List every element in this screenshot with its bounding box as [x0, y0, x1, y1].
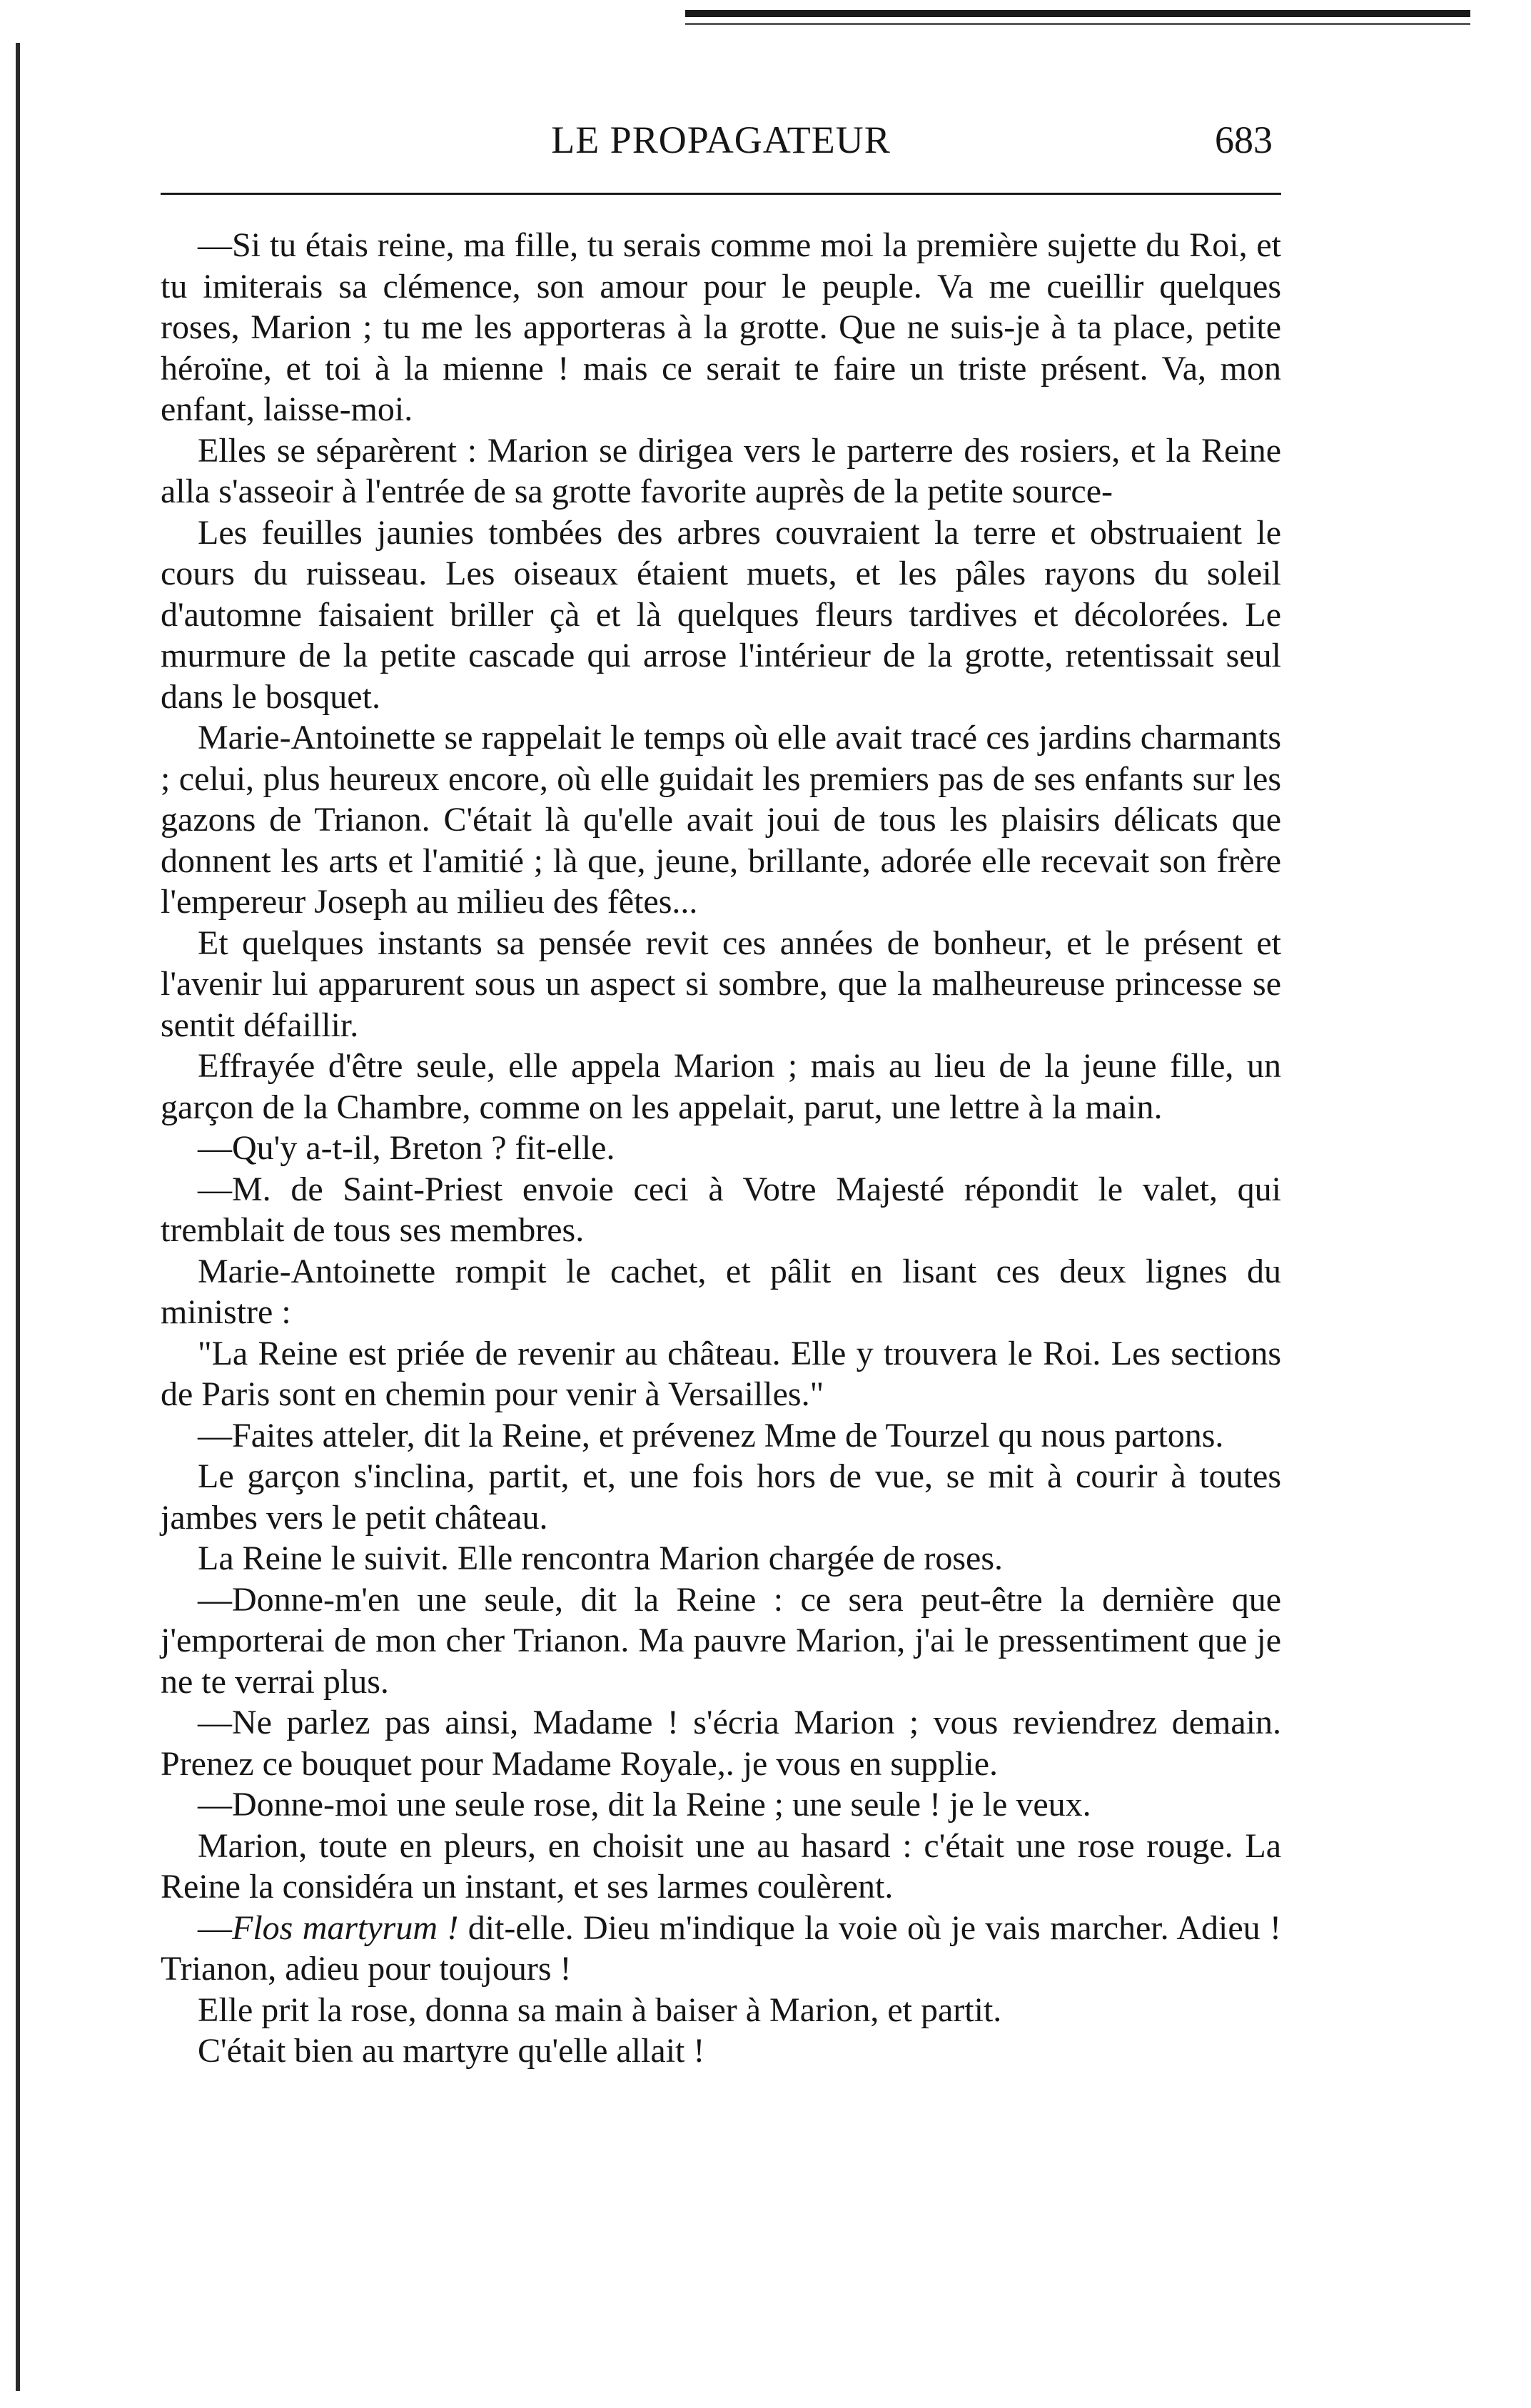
paragraph: Marie-Antoinette rompit le cachet, et pâlit en lisant ces deux lignes du ministre : — [161, 1252, 1281, 1331]
article-body — [161, 225, 1281, 2072]
paragraph: —Si tu étais reine, ma fille, tu serais comme moi la première sujette du Roi, et tu imiterais sa clémence, son amour pour le peuple. Va me cueillir quelques roses, Marion ; tu me les apporteras à la grotte. Que ne suis-je à ta place, petite héroïne, et toi à la mienne ! mais ce serait te faire un triste présent. Va, mon enfant, laisse-moi. — [161, 226, 1281, 428]
latin-phrase: Flos martyrum ! — [232, 1908, 459, 1947]
dash: — — [198, 1908, 232, 1947]
paragraph: —Qu'y a-t-il, Breton ? fit-elle. — [198, 1129, 615, 1167]
paragraph-flos-martyrum — [161, 1908, 1281, 1990]
paragraph: Effrayée d'être seule, elle appela Marion ; mais au lieu de la jeune fille, un garçon de la Chambre, comme on les appelait, parut, une lettre à la main. — [161, 1047, 1281, 1126]
page-number: 683 — [1215, 118, 1273, 161]
paragraph: —M. de Saint-Priest envoie ceci à Votre Majesté répondit le valet, qui tremblait de tous ses membres. — [161, 1170, 1281, 1249]
header-rule — [161, 193, 1281, 195]
paragraph: —Ne parlez pas ainsi, Madame ! s'écria Marion ; vous reviendrez demain. Prenez ce bouquet pour Madame Royale,. je vous en supplie. — [161, 1704, 1281, 1783]
closing-line: C'était bien au martyre qu'elle allait ! — [198, 2032, 705, 2070]
paragraph: Elle prit la rose, donna sa main à baiser à Marion, et partit. — [198, 1990, 1002, 2029]
paragraph: "La Reine est priée de revenir au château. Elle y trouvera le Roi. Les sections de Paris sont en chemin pour venir à Versailles." — [161, 1334, 1281, 1413]
top-edge-rule — [685, 10, 1470, 17]
paragraph: Le garçon s'inclina, partit, et, une fois hors de vue, se mit à courir à toutes jambes vers le petit château. — [161, 1457, 1281, 1537]
page-binding-edge — [16, 43, 20, 2391]
paragraph: Marion, toute en pleurs, en choisit une au hasard : c'était une rose rouge. La Reine la considéra un instant, et ses larmes coulèrent. — [161, 1826, 1281, 1906]
page-header — [161, 118, 1281, 175]
paragraph: —Faites atteler, dit la Reine, et prévenez Mme de Tourzel qu nous partons. — [198, 1416, 1224, 1455]
paragraph: Elles se séparèrent : Marion se dirigea vers le parterre des rosiers, et la Reine alla s'asseoir à l'entrée de sa grotte favorite auprès de la petite source- — [161, 431, 1281, 510]
paragraph-rest: dit-elle. Dieu m'indique la voie où je vais marcher. Adieu ! Trianon, adieu pour toujours ! — [161, 1908, 1281, 1988]
paragraph: —Donne-m'en une seule, dit la Reine : ce sera peut-être la dernière que j'emporterai de mon cher Trianon. Ma pauvre Marion, j'ai le pressentiment que je ne te verrai plus. — [161, 1580, 1281, 1701]
top-edge-thin-rule — [685, 23, 1470, 25]
paragraph: —Donne-moi une seule rose, dit la Reine ; une seule ! je le veux. — [198, 1786, 1091, 1823]
paragraph: Et quelques instants sa pensée revit ces années de bonheur, et le présent et l'avenir lui apparurent sous un aspect si sombre, que la malheureuse princesse se sentit défaillir. — [161, 924, 1281, 1044]
paragraph: Les feuilles jaunies tombées des arbres couvraient la terre et obstruaient le cours du ruisseau. Les oiseaux étaient muets, et les pâles rayons du soleil d'automne faisaient briller çà et là quelques fleurs tardives et décolorées. Le murmure de la petite cascade qui arrose l'intérieur de la grotte, retentissait seul dans le bosquet. — [161, 513, 1281, 716]
running-title: LE PROPAGATEUR — [551, 118, 891, 161]
paragraph: La Reine le suivit. Elle rencontra Marion chargée de roses. — [198, 1539, 1004, 1577]
paragraph: Marie-Antoinette se rappelait le temps où elle avait tracé ces jardins charmants ; celui, plus heureux encore, où elle guidait les premiers pas de ses enfants sur les gazons de Trianon. C'était là qu'elle avait joui de tous les plaisirs délicats que donnent les arts et l'amitié ; là que, jeune, brillante, adorée elle recevait son frère l'empereur Joseph au milieu des fêtes... — [161, 719, 1281, 921]
